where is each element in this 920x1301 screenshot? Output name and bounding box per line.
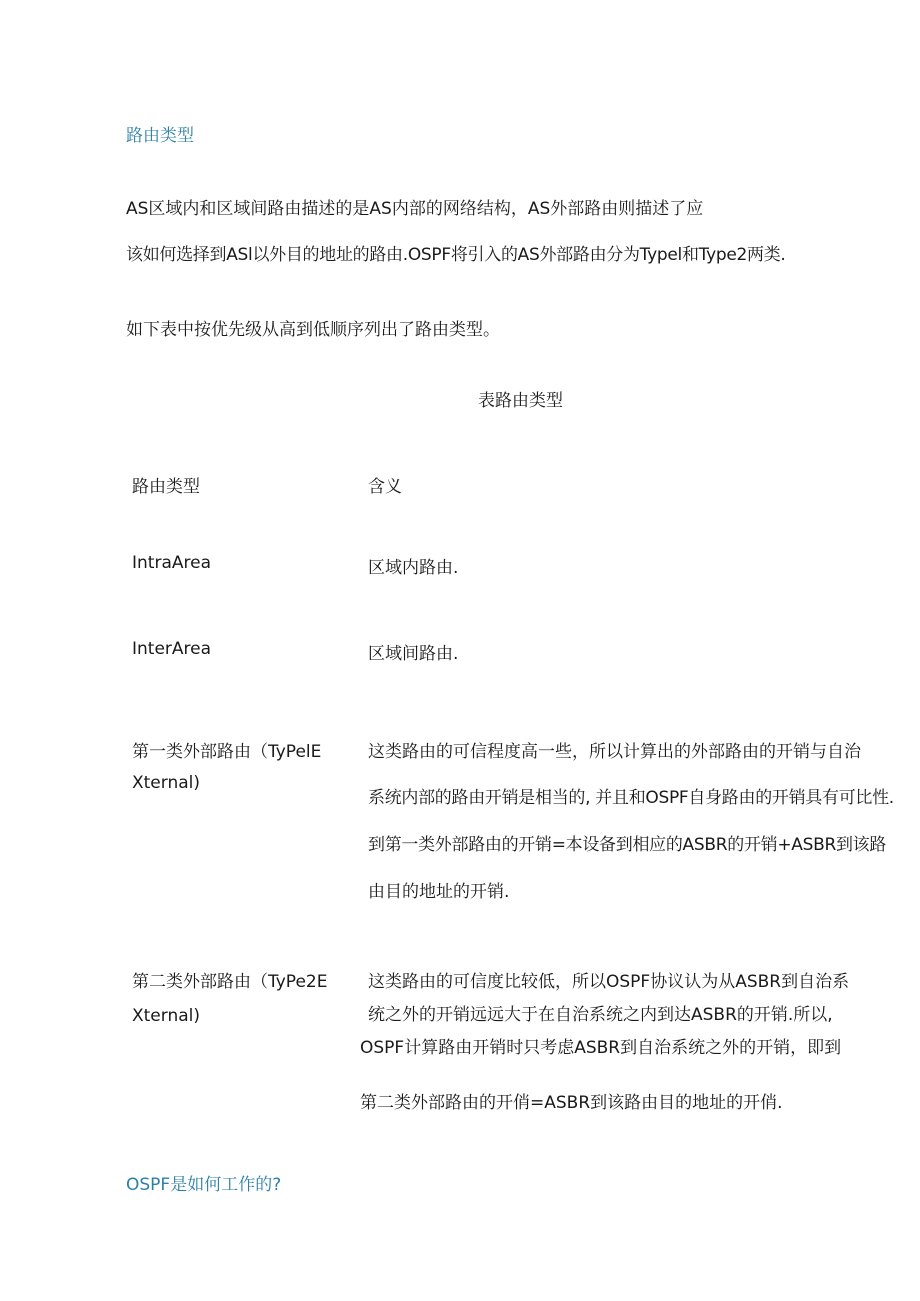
table-cell-type: 第二类外部路由（TyPe2E — [132, 972, 328, 992]
section-heading-how-ospf-works: OSPF是如何工作的? — [126, 1175, 282, 1195]
table-cell-meaning: 这类路由的可信度比较低，所以OSPF协议认为从ASBR到自治系 — [368, 972, 850, 992]
table-cell-meaning: 系统内部的路由开销是相当的, 并且和OSPF自身路由的开销具有可比性. — [368, 788, 894, 808]
paragraph-line: AS区域内和区域间路由描述的是AS内部的网络结构，AS外部路由则描述了应 — [126, 199, 704, 219]
table-cell-type: IntraArea — [132, 553, 211, 573]
paragraph-intro: 如下表中按优先级从高到低顺序列出了路由类型。 — [126, 320, 500, 340]
table-cell-meaning: 第二类外部路由的开俏=ASBR到该路由目的地址的开俏. — [360, 1093, 783, 1113]
table-cell-type: Xternal) — [132, 1006, 201, 1026]
table-cell-meaning: 由目的地址的开销. — [368, 882, 510, 902]
table-caption: 表路由类型 — [478, 391, 563, 411]
table-cell-type: InterArea — [132, 639, 212, 659]
table-cell-meaning: 统之外的开销远远大于在自治系统之内到达ASBR的开销.所以, — [368, 1005, 833, 1025]
table-cell-type: Xternal) — [132, 773, 201, 793]
section-heading-route-types: 路由类型 — [126, 126, 194, 146]
table-cell-meaning: OSPF计算路由开销时只考虑ASBR到自治系统之外的开销，即到 — [360, 1038, 842, 1058]
table-cell-meaning: 区域内路由. — [368, 558, 459, 578]
paragraph-line: 该如何选择到ASl以外目的地址的路由.OSPF将引入的AS外部路由分为Typel和Type2两类. — [126, 245, 786, 265]
table-header-type: 路由类型 — [132, 477, 200, 497]
table-cell-meaning: 这类路由的可信程度高一些，所以计算出的外部路由的开销与自治 — [368, 742, 861, 762]
table-header-meaning: 含义 — [368, 477, 402, 497]
table-cell-type: 第一类外部路由（TyPelE — [132, 742, 322, 762]
table-cell-meaning: 到第一类外部路由的开销=本设备到相应的ASBR的开销+ASBR到该路 — [368, 835, 887, 855]
table-cell-meaning: 区域间路由. — [368, 644, 459, 664]
